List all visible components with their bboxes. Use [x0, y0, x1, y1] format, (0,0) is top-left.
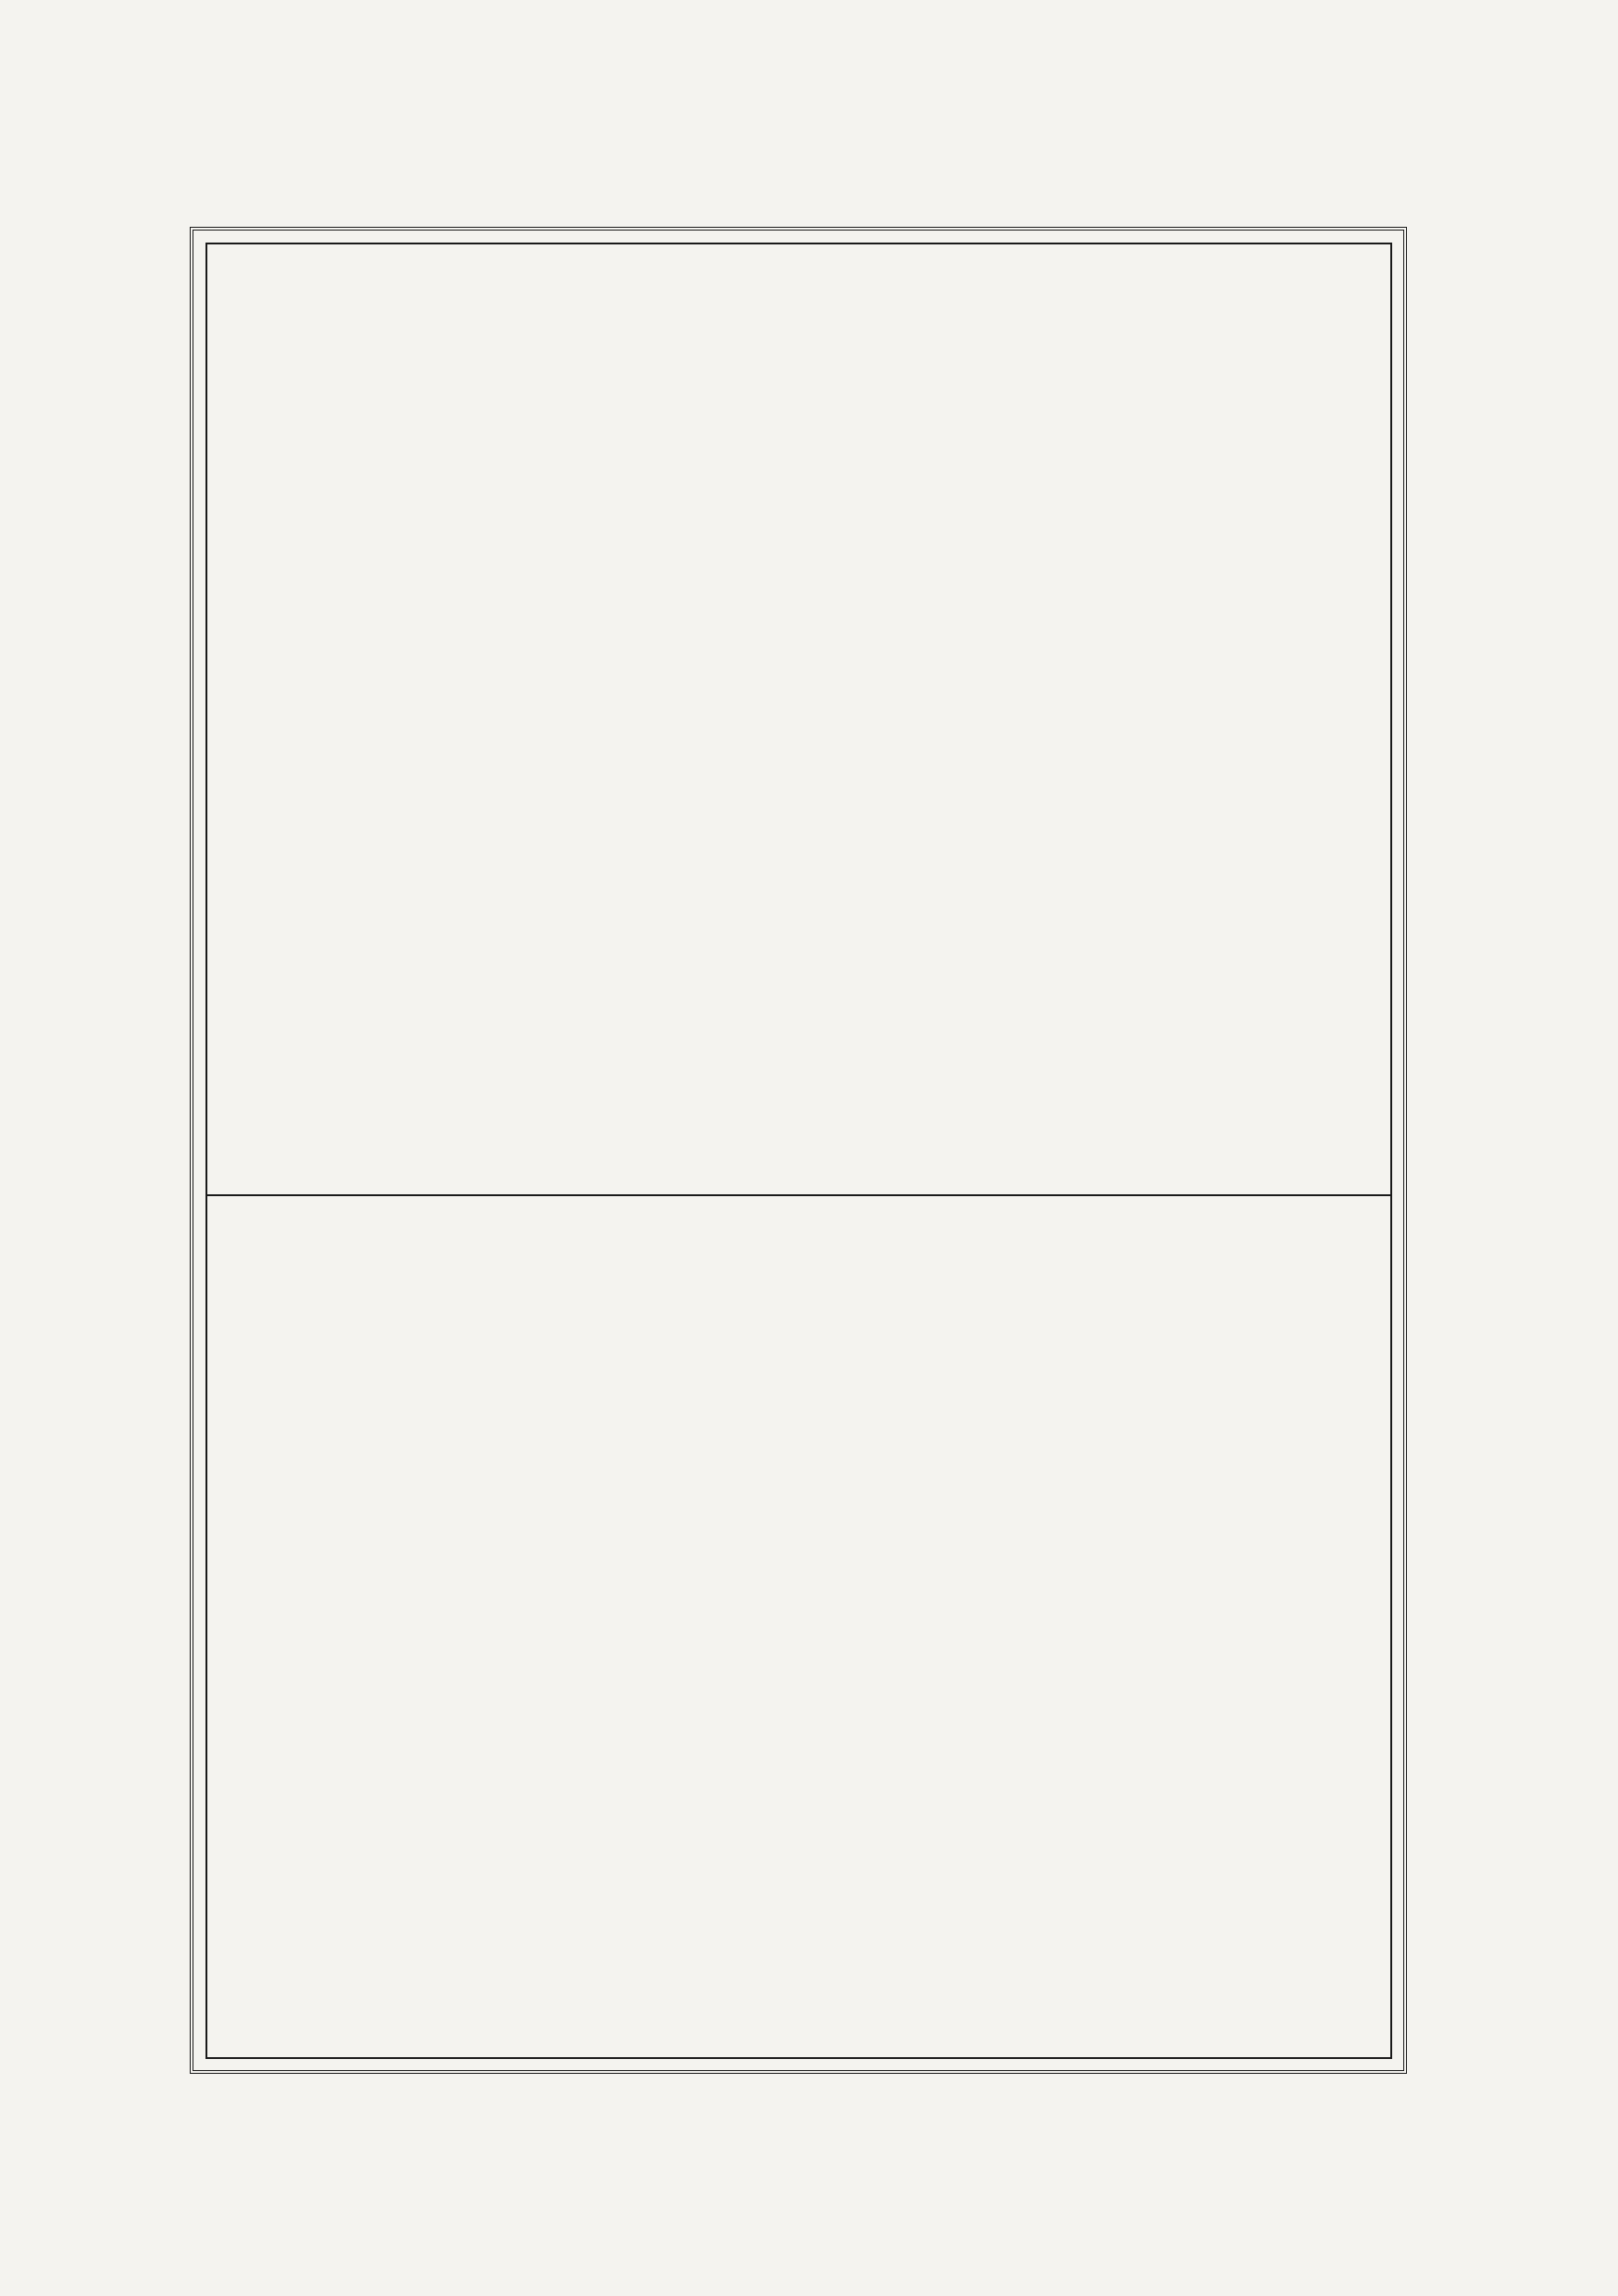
section-divider	[205, 1194, 1392, 1196]
bottom-text-block	[222, 1222, 1370, 2046]
top-text-block	[222, 264, 1370, 1171]
